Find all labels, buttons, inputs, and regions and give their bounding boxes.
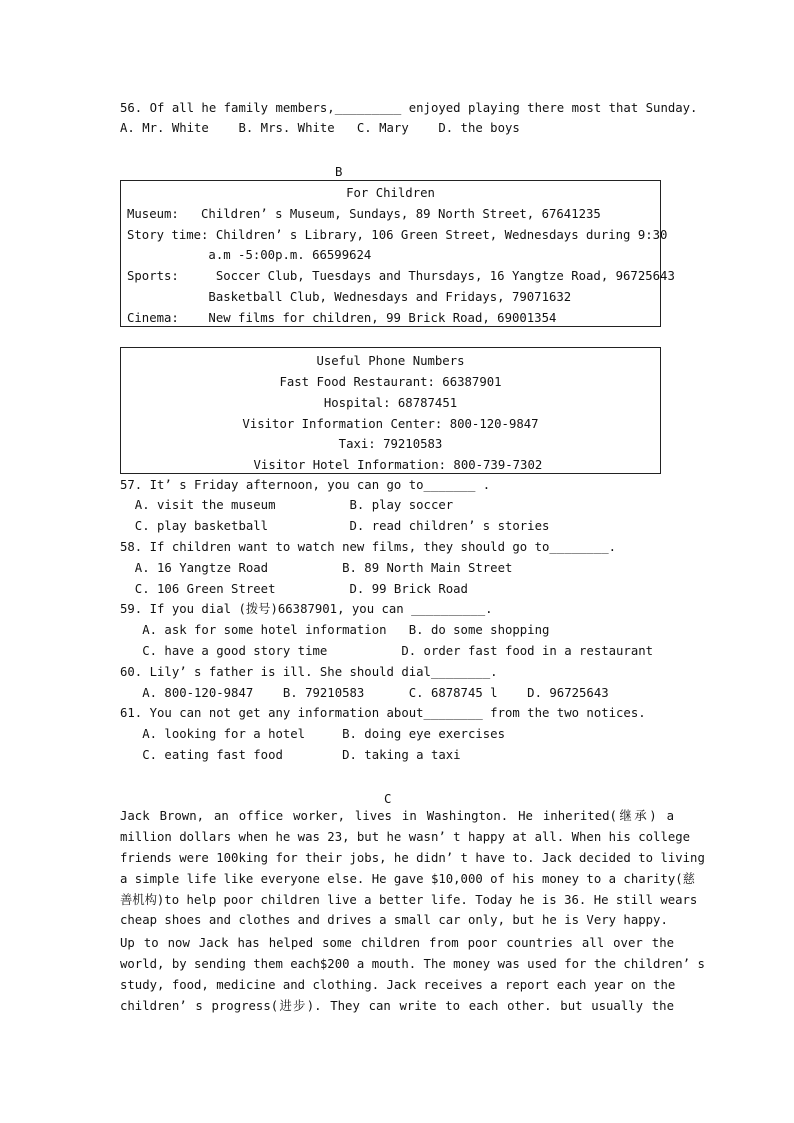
museum-line: Museum: Children’ s Museum, Sundays, 89 North Street, 67641235 [127,207,601,221]
q59-options-2: C. have a good story time D. order fast food in a restaurant [120,644,654,658]
hospital-number: Hospital: 68787451 [323,396,458,410]
section-b-label: B [335,165,343,179]
q61-options-2: C. eating fast food D. taking a taxi [120,748,461,762]
paragraph-2-line: Up to now Jack has helped some children from poor countries all over the [120,936,674,950]
paragraph-2-line: world, by sending them each$200 a mouth. The money was used for the children’ s [120,956,705,971]
q59-stem: 59. If you dial (拨号)66387901, you can __________. [120,602,493,616]
story-time-line: Story time: Children’ s Library, 106 Green Street, Wednesdays during 9:30 [127,228,668,242]
paragraph-1-line: a simple life like everyone else. He gave $10,000 of his money to a charity(慈 [120,871,695,886]
phone-numbers-box [120,347,661,474]
paragraph-1-line: cheap shoes and clothes and drives a small car only, but he is Very happy. [120,913,668,928]
sports-basketball-line: Basketball Club, Wednesdays and Fridays, 79071632 [127,290,572,304]
fast-food-number: Fast Food Restaurant: 66387901 [279,375,502,389]
taxi-number: Taxi: 79210583 [338,437,443,451]
q59-options-1: A. ask for some hotel information B. do some shopping [120,623,550,637]
q61-options-1: A. looking for a hotel B. doing eye exercises [120,727,505,741]
sports-soccer-line: Sports: Soccer Club, Tuesdays and Thursdays, 16 Yangtze Road, 96725643 [127,269,675,283]
q61-stem: 61. You can not get any information about________ from the two notices. [120,706,646,720]
for-children-box [120,180,675,327]
q57-options-2: C. play basketball D. read children’ s stories [120,519,550,533]
q56-stem: 56. Of all he family members,_________ enjoyed playing there most that Sunday. [120,101,698,115]
q56-options: A. Mr. White B. Mrs. White C. Mary D. the boys [120,121,520,135]
q58-options-1: A. 16 Yangtze Road B. 89 North Main Street [120,561,513,575]
visitor-info-number: Visitor Information Center: 800-120-9847 [242,417,539,431]
passage-paragraph-1 [120,806,705,931]
q57-stem: 57. It’ s Friday afternoon, you can go to_______ . [120,478,491,492]
paragraph-2-line: study, food, medicine and clothing. Jack receives a report each year on the [120,977,676,992]
paragraph-2-line: children’ s progress(进步). They can write to each other. but usually the [120,998,674,1013]
paragraph-1-line: friends were 100king for their jobs, he didn’ t have to. Jack decided to living [120,850,705,865]
passage-paragraph-2 [120,933,705,1017]
phone-numbers-title: Useful Phone Numbers [316,354,465,368]
for-children-title: For Children [346,186,435,200]
section-c-label: C [384,792,392,806]
paragraph-1-line: Jack Brown, an office worker, lives in Washington. He inherited(继承) a [120,809,674,823]
paragraph-1-line: 善机构)to help poor children live a better life. Today he is 36. He still wears [120,892,698,907]
q58-stem: 58. If children want to watch new films, they should go to________. [120,540,617,554]
paragraph-1-line: million dollars when he was 23, but he wasn’ t happy at all. When his college [120,829,691,844]
q60-options: A. 800-120-9847 B. 79210583 C. 6878745 l D. 96725643 [120,686,609,700]
cinema-line: Cinema: New films for children, 99 Brick Road, 69001354 [127,311,557,325]
story-time-hours: a.m -5:00p.m. 66599624 [127,248,372,262]
hotel-info-number: Visitor Hotel Information: 800-739-7302 [238,458,543,472]
q60-stem: 60. Lily’ s father is ill. She should dial________. [120,665,498,679]
q58-options-2: C. 106 Green Street D. 99 Brick Road [120,582,468,596]
q57-options-1: A. visit the museum B. play soccer [120,498,454,512]
